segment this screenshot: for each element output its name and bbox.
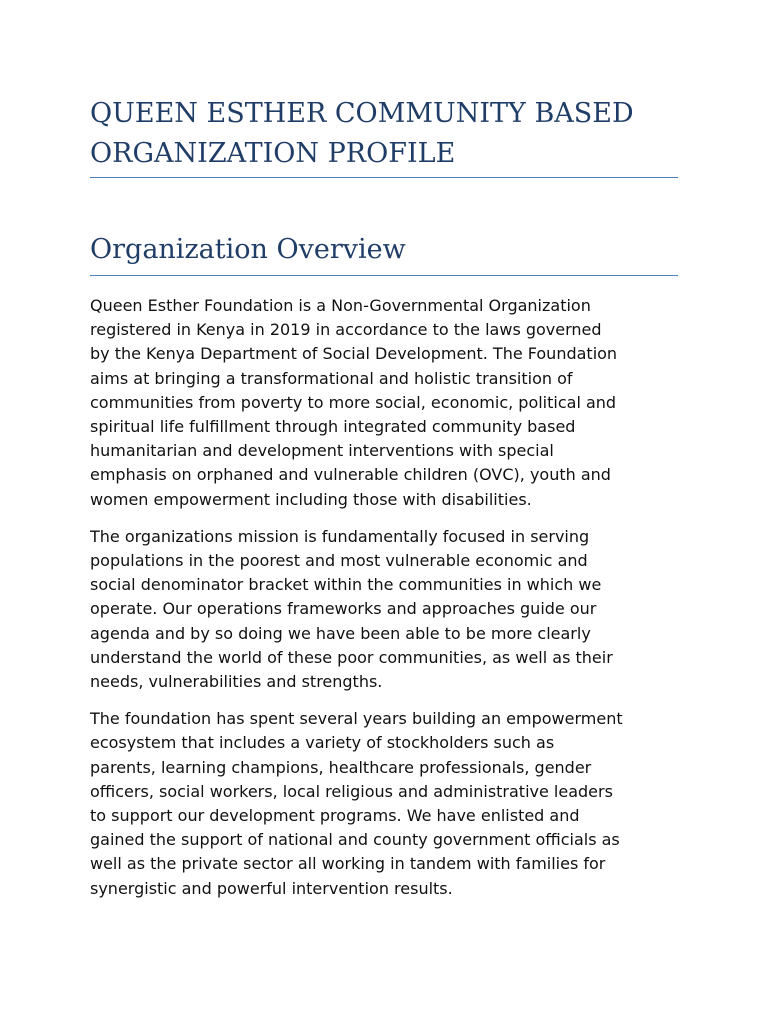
section-divider xyxy=(90,275,678,276)
document-title-line-1: QUEEN ESTHER COMMUNITY BASED xyxy=(90,98,634,129)
body-text xyxy=(90,294,678,914)
document-title xyxy=(90,94,678,174)
title-divider xyxy=(90,177,678,178)
paragraph-2: The organizations mission is fundamentally focused in serving populations in the poorest and most vulnerable economic and social denominator bracket within the communities in which we operate. Our operations frameworks and approaches guide our agenda and by so doing we have been able to be more clearly understand the world of these poor communities, as well as their needs, vulnerabilities and strengths. xyxy=(90,526,613,692)
document-title-line-2: ORGANIZATION PROFILE xyxy=(90,138,456,169)
paragraph-1: Queen Esther Foundation is a Non-Governmental Organization registered in Kenya in 2019 in accordance to the laws governed by the Kenya Department of Social Development. The Foundation aims at bringing a transformational and holistic transition of communities from poverty to more social, economic, political and spiritual life fulfillment through integrated community based humanitarian and development interventions with special emphasis on orphaned and vulnerable children (OVC), youth and women empowerment including those with disabilities. xyxy=(90,296,618,509)
section-heading: Organization Overview xyxy=(90,234,406,265)
paragraph-3: The foundation has spent several years building an empowerment ecosystem that includes a variety of stockholders such as parents, learning champions, healthcare professionals, gender officers, social workers, local religious and administrative leaders to support our development programs. We have enlisted and gained the support of national and county government officials as well as the private sector all working in tandem with families for synergistic and powerful intervention results. xyxy=(90,709,623,898)
